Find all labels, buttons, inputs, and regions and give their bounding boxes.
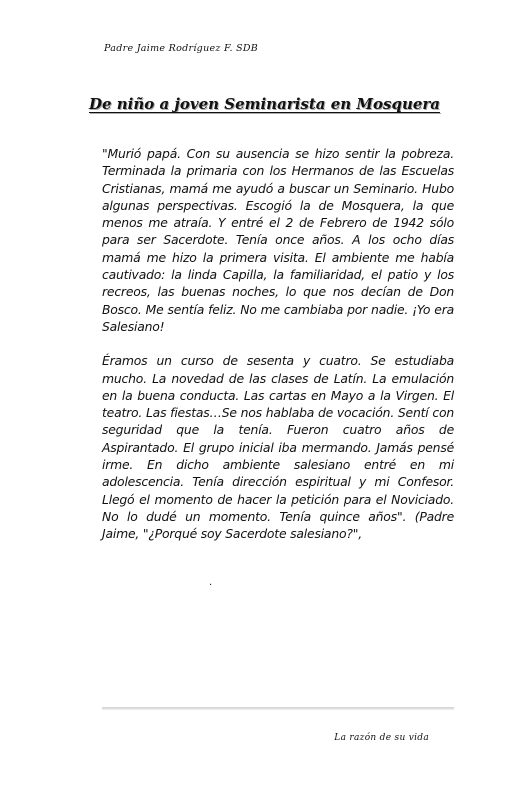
chapter-title: De niño a joven Seminarista en Mosquera (88, 95, 441, 113)
running-header: Padre Jaime Rodríguez F. SDB (104, 43, 259, 54)
stray-dot: . (209, 577, 213, 588)
running-footer: La razón de su vida (334, 733, 429, 743)
footer-divider (102, 707, 454, 710)
body-text (102, 145, 454, 560)
paragraph-1: "Murió papá. Con su ausencia se hizo sentir la pobreza. Terminada la primaria con los Hermanos de las Escuelas Cristianas, mamá me ayudó a buscar un Seminario. Hubo algunas perspectivas. Escogió la de Mosquera, la que menos me atraía. Y entré el 2 de Febrero de 1942 sólo para ser Sacerdote. Tenía once años. A los ocho días mamá me hizo la primera visita. El ambiente me había cautivado: la linda Capilla, la familiaridad, el patio y los recreos, las buenas noches, lo que nos decían de Don Bosco. Me sentía feliz. No me cambiaba por nadie. ¡Yo era Salesiano! (102, 146, 454, 334)
paragraph-2: Éramos un curso de sesenta y cuatro. Se estudiaba mucho. La novedad de las clases de Latín. La emulación en la buena conducta. Las cartas en Mayo a la Virgen. El teatro. Las fiestas…Se nos hablaba de vocación. Sentí con seguridad que la tenía. Fueron cuatro años de Aspirantado. El grupo inicial iba mermando. Jamás pensé irme. En dicho ambiente salesiano entré en mi adolescencia. Tenía dirección espiritual y mi Confesor. Llegó el momento de hacer la petición para el Noviciado. No lo dudé un momento. Tenía quince años". (Padre Jaime, "¿Porqué soy Sacerdote salesiano?", (102, 353, 454, 542)
